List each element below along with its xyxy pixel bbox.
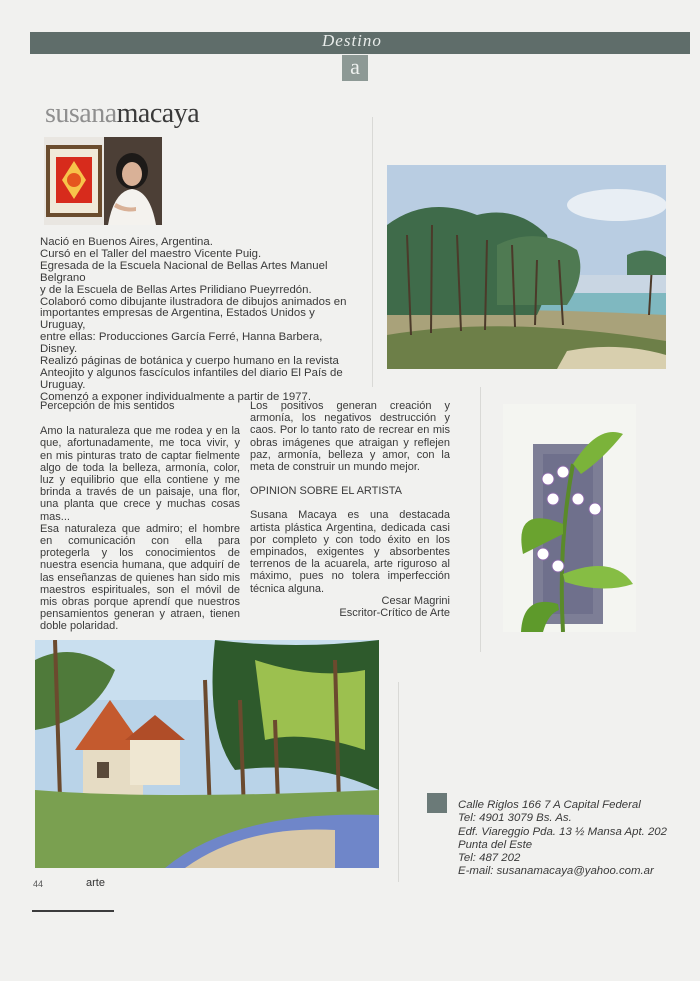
- bio-line: Realizó páginas de botánica y cuerpo humano en la revista: [40, 355, 339, 368]
- opinion-paragraph: Susana Macaya es una destacada artista plástica Argentina, dedicada casi por completo y con todo éxito en los empinados, exigentes y absorbentes terrenos de la acuarela, arte riguroso al máximo, pues no tolera imperfección técnica alguna.: [250, 509, 450, 595]
- article-paragraph: Los positivos generan creación y armonía, los negativos destrucción y caos. Por lo tanto rato de recrear en mis obras imágenes que atraigan y reflejen paz, armonía, belleza y amor, con la meta de construir un mundo mejor.: [250, 400, 450, 474]
- article-column-right: [250, 400, 450, 619]
- artist-first-name: susana: [45, 98, 117, 129]
- contact-email[interactable]: E-mail: susanamacaya@yahoo.com.ar: [458, 865, 654, 878]
- artist-biography: [40, 237, 358, 404]
- bio-line: Egresada de la Escuela Nacional de Bellas Artes Manuel Belgrano: [40, 259, 328, 284]
- frame-line: [480, 387, 481, 652]
- bio-line: y de la Escuela de Bellas Artes Prilidiano Pueyrredón.: [40, 283, 312, 296]
- section-title: Destino: [322, 31, 382, 50]
- contact-phone: Tel: 487 202: [458, 852, 521, 865]
- bio-line: entre ellas: Producciones García Ferré, Hanna Barbera, Disney.: [40, 331, 323, 356]
- bio-line: Comenzó a exponer individualmente a partir de 1977.: [40, 390, 312, 403]
- contact-address: Calle Riglos 166 7 A Capital Federal: [458, 799, 641, 811]
- critic-title: Escritor-Crítico de Arte: [339, 607, 450, 620]
- critic-name: Cesar Magrini: [381, 594, 450, 607]
- article-column-left: [40, 400, 240, 633]
- frame-line: [398, 682, 399, 882]
- artist-last-name: macaya: [116, 98, 200, 129]
- artist-name: [45, 98, 199, 130]
- article-paragraph: Esa naturaleza que admiro; el hombre en comunicación con ella para protegerla y los conocimientos de nuestra esencia humana, que adquirí de las enseñanzas de quienes han sido mis maestros espirituales, son el móvil de mis obras porque aprendí que nuestros pensamientos generan y atraen, tienen doble polaridad.: [40, 522, 240, 633]
- painting-coastal-pines: [387, 165, 666, 369]
- contact-marker-square: [427, 793, 447, 813]
- painting-forest-house: [35, 640, 379, 868]
- bio-line: Nació en Buenos Aires, Argentina.: [40, 236, 213, 248]
- bio-line: Anteojito y algunos fascículos infantiles del diario El País de: [40, 366, 343, 379]
- footer-section-label: arte: [86, 877, 105, 889]
- opinion-heading: OPINION SOBRE EL ARTISTA: [250, 485, 403, 498]
- contact-phone: Tel: 4901 3079 Bs. As.: [458, 812, 572, 825]
- page-number: 44: [33, 879, 44, 889]
- magazine-logo: a: [342, 55, 368, 81]
- article-paragraph: Amo la naturaleza que me rodea y en la que, afortunadamente, me toca vivir, y en mis pinturas trato de captar fielmente algo de toda la belleza, armonía, color, luz y equilibrio que ella contiene y me brinda a través de un paisaje, una flor, una planta que crece y muchas cosas mas...: [40, 425, 240, 523]
- bio-line: Colaboró como dibujante ilustradora de dibujos animados en: [40, 295, 347, 308]
- artist-portrait-photo: [44, 137, 162, 225]
- article-heading: Percepción de mis sentidos: [40, 400, 175, 412]
- frame-line: [372, 117, 373, 387]
- footer-rule: [32, 910, 114, 912]
- contact-city: Punta del Este: [458, 838, 533, 851]
- bio-line: Cursó en el Taller del maestro Vicente Puig.: [40, 247, 262, 260]
- bio-line: Uruguay.: [40, 378, 86, 391]
- bio-line: importantes empresas de Argentina, Estados Unidos y Uruguay,: [40, 307, 315, 332]
- painting-orchid: [503, 404, 636, 632]
- contact-address: Edf. Viareggio Pda. 13 ½ Mansa Apt. 202: [458, 825, 667, 838]
- contact-block: [458, 799, 667, 879]
